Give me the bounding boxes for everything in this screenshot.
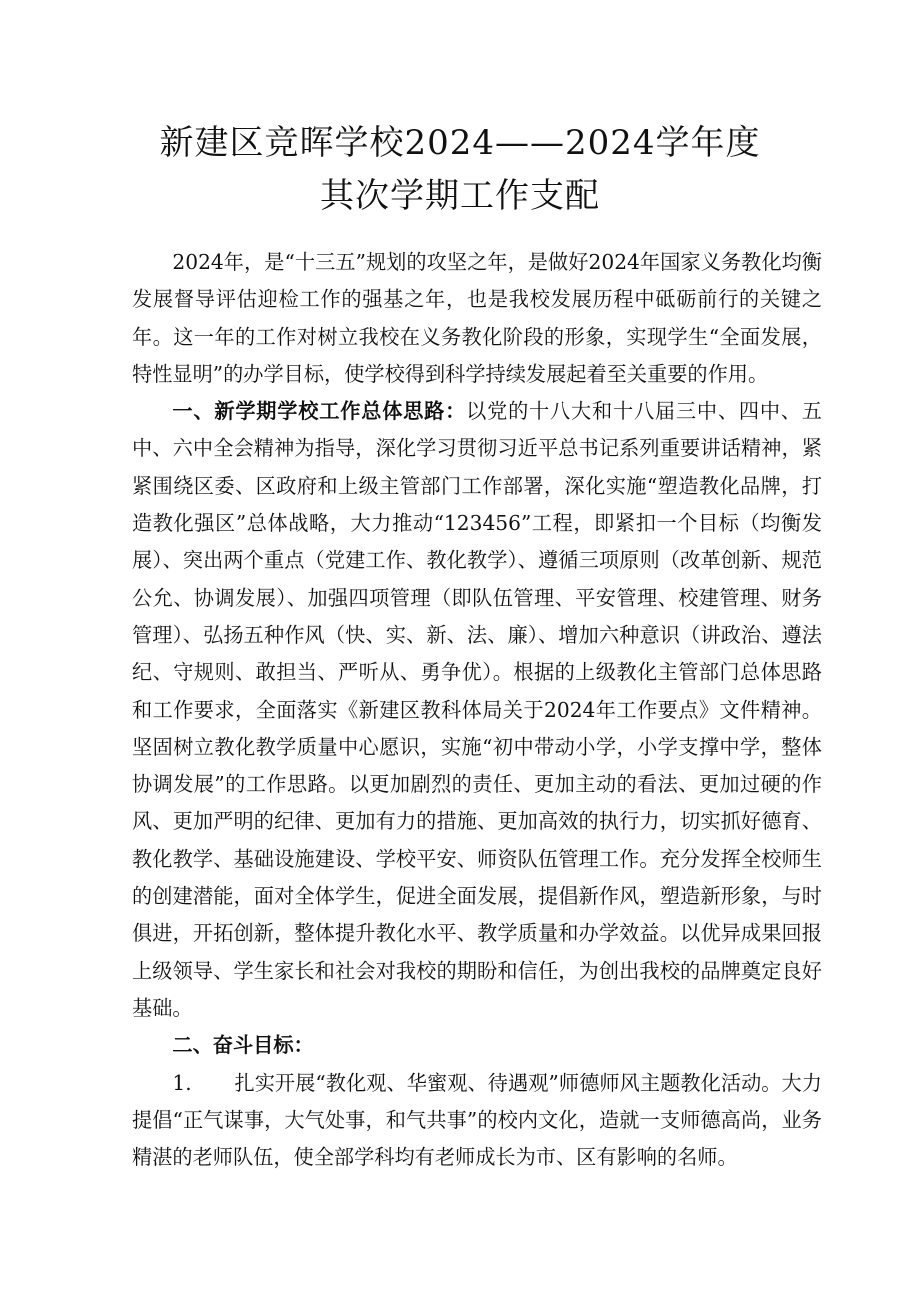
- section-1-text: 以党的十八大和十八届三中、四中、五中、六中全会精神为指导，深化学习贯彻习近平总书记系列重要讲话精神，紧紧围绕区委、区政府和上级主管部门工作部署，深化实施“塑造教化品牌，打造教化强区”总体战略，大力推动“123456”工程，即紧扣一个目标（均衡发展）、突出两个重点（党建工作、教化教学）、遵循三项原则（改革创新、规范公允、协调发展）、加强四项管理（即队伍管理、平安管理、校建管理、财务管理）、弘扬五种作风（快、实、新、法、廉）、增加六种意识（讲政治、遵法纪、守规则、敢担当、严听从、勇争优）。根据的上级教化主管部门总体思路和工作要求，全面落实《新建区教科体局关于2024年工作要点》文件精神。坚固树立教化教学质量中心愿识，实施“初中带动小学，小学支撑中学，整体协调发展”的工作思路。以更加剧烈的责任、更加主动的看法、更加过硬的作风、更加严明的纪律、更加有力的措施、更加高效的执行力，切实抓好德育、教化教学、基础设施建设、学校平安、师资队伍管理工作。充分发挥全校师生的创建潜能，面对全体学生，促进全面发展，提倡新作风，塑造新形象，与时俱进，开拓创新，整体提升教化水平、教学质量和办学效益。以优异成果回报上级领导、学生家长和社会对我校的期盼和信任，为创出我校的品牌奠定良好基础。: [132, 399, 822, 1020]
- goal-item-1: [132, 1065, 822, 1177]
- goal-item-1-number: 1.: [172, 1070, 192, 1095]
- document-title-line-1: 新建区竞晖学校2024——2024学年度: [159, 123, 761, 163]
- document-title-line-2: 其次学期工作支配: [320, 176, 600, 216]
- intro-paragraph: 2024年，是“十三五”规划的攻坚之年，是做好2024年国家义务教化均衡发展督导评估迎检工作的强基之年，也是我校发展历程中砥砺前行的关键之年。这一年的工作对树立我校在义务教化阶段的形象，实现学生“全面发展，特性显明”的办学目标，使学校得到科学持续发展起着至关重要的作用。: [132, 250, 822, 386]
- section-2-heading: 二、奋斗目标：: [172, 1033, 314, 1058]
- document-body: [132, 244, 822, 1176]
- goal-item-1-text: 扎实开展“教化观、华蜜观、待遇观”师德师风主题教化活动。大力提倡“正气谋事，大气处事，和气共事”的校内文化，造就一支师德高尚，业务精湛的老师队伍，使全部学科均有老师成长为市、区有影响的名师。: [132, 1070, 822, 1170]
- section-1-paragraph: [132, 393, 822, 1027]
- section-1-heading: 一、新学期学校工作总体思路：: [172, 399, 467, 424]
